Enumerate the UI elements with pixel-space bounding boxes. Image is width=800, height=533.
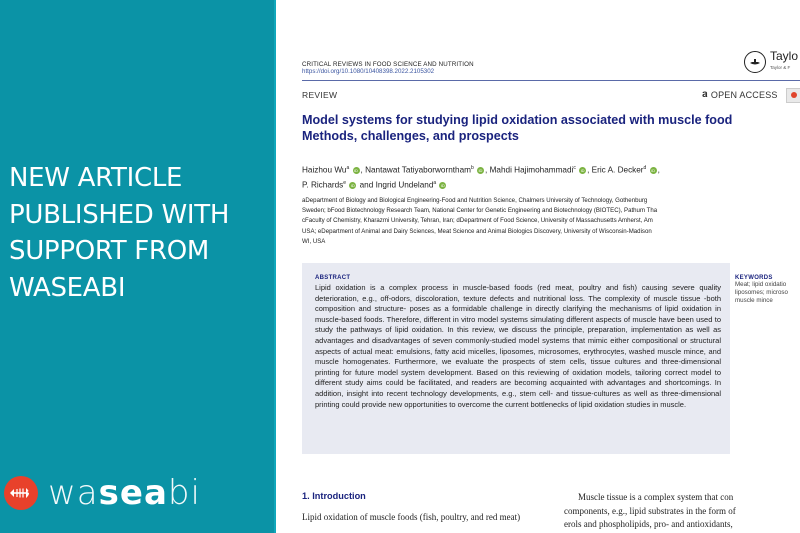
open-lock-icon: 𝐚 xyxy=(702,89,708,100)
headline-line: PUBLISHED WITH xyxy=(9,199,230,230)
waseabi-logo xyxy=(2,473,201,513)
title-line: Model systems for studying lipid oxidation associated with muscle food xyxy=(302,113,733,127)
intro-line: components, e.g., lipid substrates in the form of xyxy=(564,505,736,516)
headline-line: NEW ARTICLE xyxy=(9,163,183,193)
wordmark-part: bi xyxy=(167,473,201,513)
author-name: P. Richards xyxy=(302,180,344,190)
author-name: Haizhou Wu xyxy=(302,165,347,175)
promo-panel xyxy=(0,0,274,533)
intro-line: Muscle tissue is a complex system that con xyxy=(578,492,734,502)
intro-line: erols and phospholipids, pro- and antioxidants, xyxy=(564,519,733,529)
article-title xyxy=(302,112,800,144)
keywords-line: liposomes; microso xyxy=(735,289,788,296)
orcid-icon[interactable]: iD xyxy=(350,182,355,188)
open-access-badge xyxy=(702,89,778,100)
keywords-line: Meat; lipid oxidatio xyxy=(735,281,787,288)
journal-name: CRITICAL REVIEWS IN FOOD SCIENCE AND NUTRITION xyxy=(302,61,474,68)
promo-headline xyxy=(9,160,271,306)
author-connector: and xyxy=(359,180,374,190)
orcid-icon[interactable]: iD xyxy=(354,168,358,174)
article-page xyxy=(276,0,800,533)
doi-link[interactable]: https://doi.org/10.1080/10408398.2022.2105302 xyxy=(302,68,435,75)
author-name: Nantawat Tatiyaborworntham xyxy=(365,165,471,175)
wordmark-part: sea xyxy=(98,473,168,513)
headline-line: WASEABI xyxy=(9,272,126,303)
keywords-line: muscle mince xyxy=(735,297,773,304)
open-access-label: OPEN ACCESS xyxy=(710,89,778,100)
section-label: REVIEW xyxy=(302,90,338,100)
introduction-text-left: Lipid oxidation of muscle foods (fish, poultry, and red meat) xyxy=(302,512,521,522)
author-list: Haizhou Wu$^a$ iD , Nantawat Tatiyaborworntham$^b$ iD , Mahdi Hajimohammadi$^c$ iD , Eric A. Decker$^d$ iD , P. Richards$^e$ iD and Ingrid Undeland$^a$ iD xyxy=(302,165,660,190)
abstract-heading: ABSTRACT xyxy=(315,275,351,281)
author-name: Eric A. Decker xyxy=(591,165,644,175)
abstract-box xyxy=(302,263,730,454)
publisher-name xyxy=(770,50,798,74)
abstract-text: Lipid oxidation is a complex process in muscle-based foods (red meat, poultry and fish) causing severe quality deterioration, e.g., off-odors, discoloration, texture defects and nutritional loss. The complexity of muscle tissue -both composition and structure- poses as a formidable challenge in directly clarifying the mechanisms of lipid oxidation in muscle-based foods. Therefore, different in vitro model systems simulating different aspects of muscle have been used to study the pathways of lipid oxidation. In this review, we discuss the principle, preparation, implementation as well as advantages and disadvantages of seven commonly-studied model systems that mimic either compositional or structural aspects of actual meat: emulsions, fatty acid micelles, liposomes, microsomes, erythrocytes, washed muscle mince, and muscle homogenates. Furthermore, we evaluate the prospects of stem cells, tissue cultures and three-dimensional printing for future model system development. Based on this reviewing of oxidation models, tailoring correct model to different study aims could be facilitated, and readers are becoming acquainted with advantages and shortcomings. In addition, insight into recent technology developments, e.g., stem cell- and tissue-cultures as well as three-dimensional printing could provide new opportunities to overcome the current bottlenecks of lipid oxidation studies in muscle. xyxy=(315,283,721,409)
affiliation-line: Sweden; bFood Biotechnology Research Team, National Center for Genetic Engineering and Biotechnology (BIOTEC), Pathum Tha xyxy=(302,207,658,215)
title-line: Methods, challenges, and prospects xyxy=(302,129,519,143)
author-name: Ingrid Undeland xyxy=(375,180,434,190)
orcid-icon[interactable]: iD xyxy=(651,168,655,174)
orcid-icon[interactable]: iD xyxy=(478,168,483,174)
affiliation-line: WI, USA xyxy=(302,237,326,245)
author-sup: e xyxy=(343,179,347,186)
introduction-heading: 1. Introduction xyxy=(302,491,366,501)
waseabi-wordmark xyxy=(48,473,201,513)
keywords-block xyxy=(735,275,800,305)
fish-skeleton-icon xyxy=(4,476,38,510)
author-name: Mahdi Hajimohammadi xyxy=(489,165,574,175)
affiliation-line: aDepartment of Biology and Biological Engineering-Food and Nutrition Science, Chalmers University of Technology, Gothenburg xyxy=(302,197,648,204)
author-sup: c xyxy=(573,165,576,171)
author-sup: d xyxy=(643,165,647,171)
keywords-heading: KEYWORDS xyxy=(735,275,773,281)
publisher-subtitle: Taylor & F xyxy=(770,65,791,70)
headline-line: SUPPORT FROM xyxy=(9,236,209,266)
author-sup: a xyxy=(346,165,350,171)
affiliation-line: USA; eDepartment of Animal and Dairy Sciences, Meat Science and Animal Biologics Discovery, University of Wisconsin-Madison xyxy=(302,227,652,235)
affiliation-line: cFaculty of Chemistry, Kharazmi University, Tehran, Iran; dDepartment of Food Science, University of Massachusetts Amherst, Am xyxy=(302,217,653,225)
orcid-icon[interactable]: iD xyxy=(441,182,445,188)
publisher-logo xyxy=(744,50,798,74)
affiliations xyxy=(302,196,800,247)
crossmark-icon[interactable] xyxy=(786,88,800,103)
lamp-icon xyxy=(744,51,766,73)
orcid-icon[interactable]: iD xyxy=(580,168,585,174)
wordmark-part: wa xyxy=(48,473,99,513)
header-rule xyxy=(302,80,800,81)
publisher-name-text: Taylo xyxy=(770,49,799,63)
author-sup: b xyxy=(470,165,474,171)
introduction-text-right xyxy=(564,491,800,532)
author-sup: a xyxy=(433,179,437,186)
